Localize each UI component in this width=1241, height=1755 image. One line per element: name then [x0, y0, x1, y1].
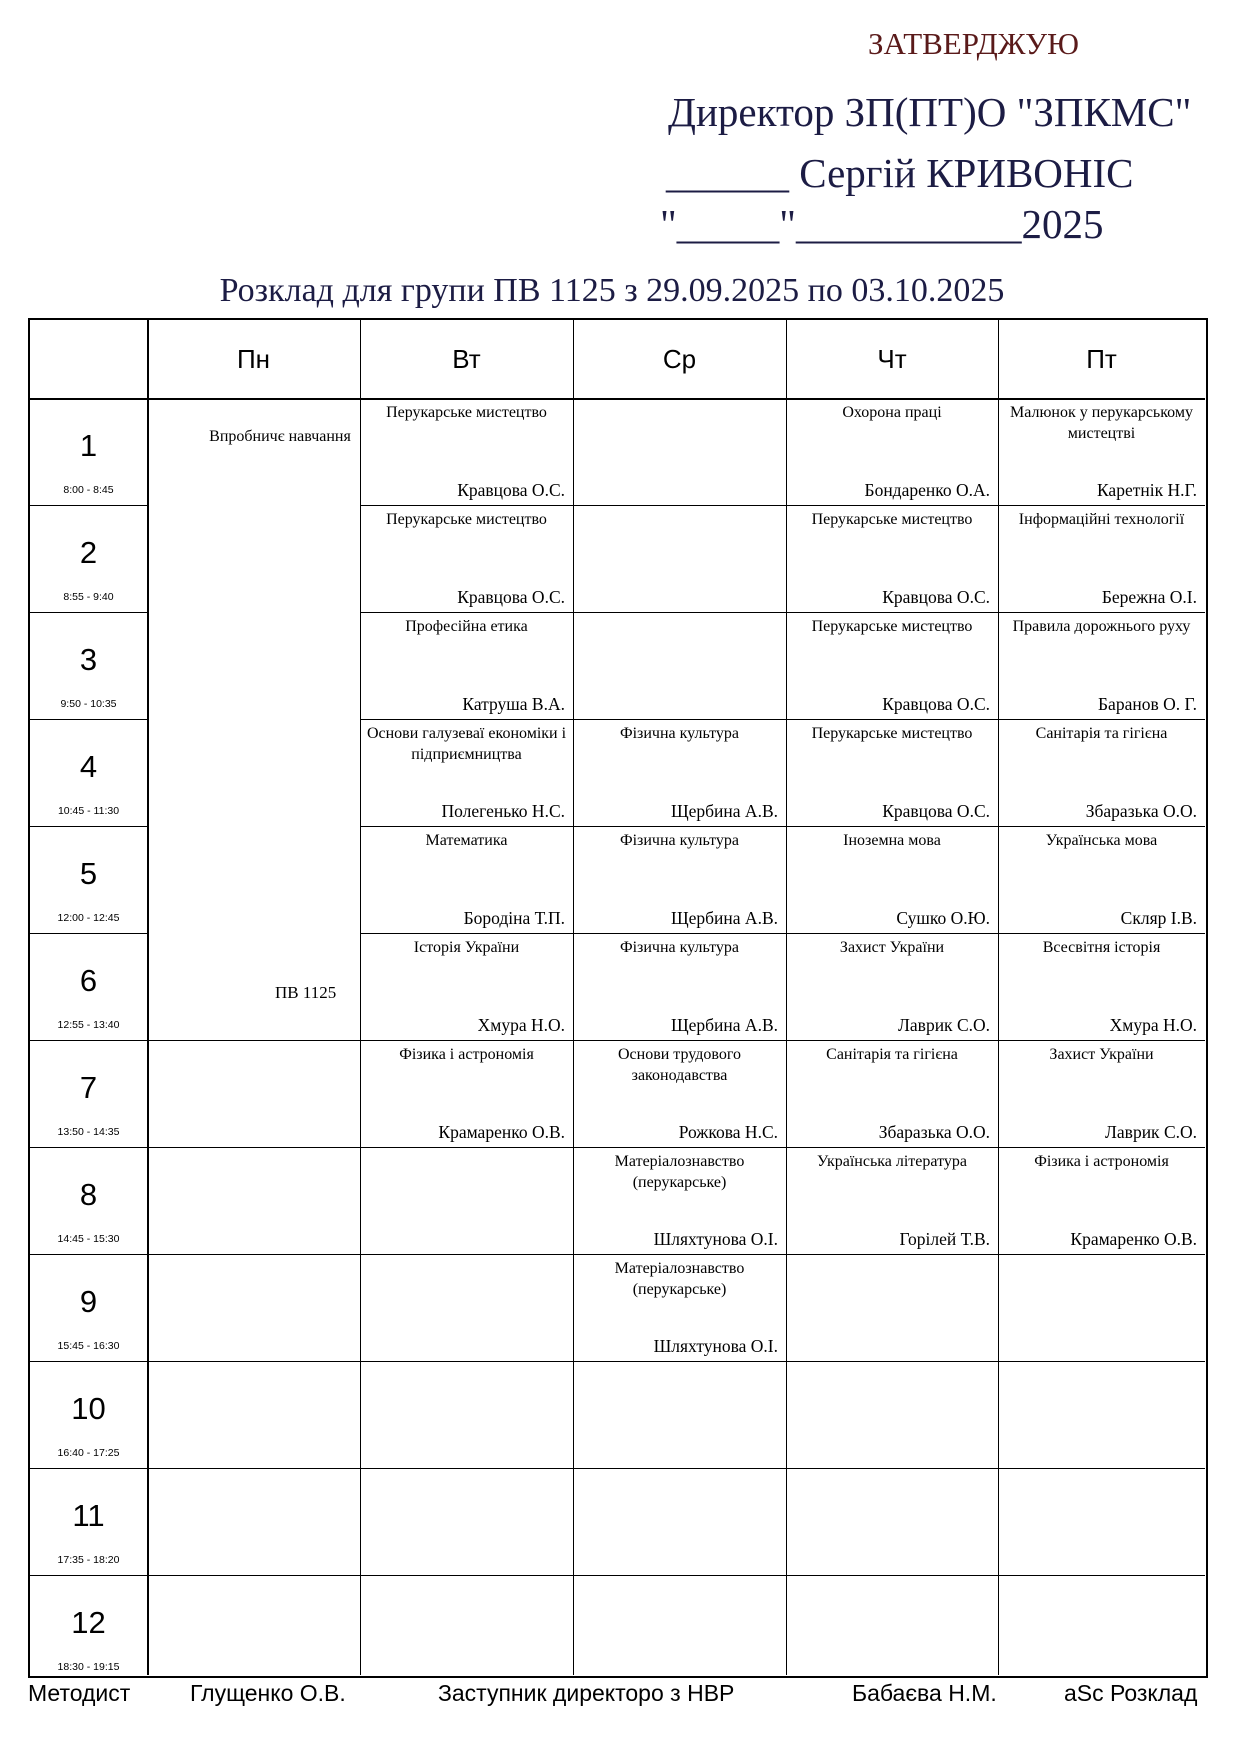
- lesson-subject: Історія України: [413, 939, 520, 956]
- deputy-label: Заступник директоро з НВР: [438, 1680, 735, 1706]
- lesson-cell: [573, 719, 786, 826]
- period-number: 7: [79, 1070, 98, 1105]
- lesson-teacher: Хмура Н.О.: [477, 1015, 565, 1035]
- lesson-teacher: Катруша В.А.: [462, 694, 565, 714]
- period-number: 4: [79, 749, 98, 784]
- lesson-cell: [998, 612, 1205, 719]
- period-time: 17:35 - 18:20: [57, 1554, 120, 1566]
- lesson-teacher: Каретнік Н.Г.: [1096, 480, 1197, 500]
- period-number: 1: [79, 428, 98, 463]
- lesson-subject: Фізична культура: [619, 939, 740, 956]
- grid-line: [147, 1040, 360, 1041]
- lesson-subject: Охорона праці: [842, 404, 942, 421]
- lesson-teacher: Кравцова О.С.: [882, 587, 990, 607]
- lesson-subject: Фізична культура: [619, 725, 740, 742]
- period-cell: [30, 1575, 147, 1682]
- lesson-cell: [786, 612, 998, 719]
- period-cell: [30, 1147, 147, 1254]
- lesson-subject: Основи трудового законодавства: [617, 1046, 742, 1084]
- lesson-teacher: Лаврик С.О.: [898, 1015, 990, 1035]
- approval-date-line: "_____"___________2025: [660, 201, 1104, 247]
- lesson-subject: Перукарське мистецтво: [386, 511, 547, 528]
- lesson-cell: [573, 1040, 786, 1147]
- lesson-cell: [360, 398, 573, 505]
- lesson-teacher: Кравцова О.С.: [882, 694, 990, 714]
- lesson-subject: Всесвітня історія: [1042, 939, 1161, 956]
- lesson-subject: Перукарське мистецтво: [386, 404, 547, 421]
- period-cell: [30, 612, 147, 719]
- lesson-teacher: Бондаренко О.А.: [864, 480, 990, 500]
- lesson-subject: Санітарія та гігієна: [826, 1046, 958, 1063]
- lesson-cell: [786, 398, 998, 505]
- lesson-teacher: Кравцова О.С.: [457, 587, 565, 607]
- period-number: 11: [72, 1498, 105, 1533]
- lesson-teacher: Горілей Т.В.: [899, 1229, 990, 1249]
- day-header-5: Пт: [1086, 343, 1117, 374]
- period-number: 10: [71, 1391, 106, 1426]
- lesson-subject: Математика: [425, 832, 508, 849]
- lesson-teacher: Скляр І.В.: [1120, 908, 1197, 928]
- lesson-cell: [998, 1147, 1205, 1254]
- lesson-subject: Захист України: [839, 939, 945, 956]
- lesson-teacher: Щербина А.В.: [670, 801, 778, 821]
- lesson-cell: [573, 1254, 786, 1361]
- period-time: 16:40 - 17:25: [57, 1447, 120, 1459]
- lesson-cell: [573, 1147, 786, 1254]
- lesson-teacher: Полегенько Н.С.: [441, 801, 565, 821]
- lesson-teacher: Збаразька О.О.: [878, 1122, 990, 1142]
- lesson-teacher: Шляхтунова О.І.: [653, 1336, 778, 1356]
- lesson-cell: [573, 933, 786, 1040]
- period-cell: [30, 505, 147, 612]
- lesson-teacher: Збаразька О.О.: [1085, 801, 1197, 821]
- lesson-cell: [998, 826, 1205, 933]
- lesson-cell: [786, 933, 998, 1040]
- grid-line: [147, 320, 149, 1675]
- lesson-subject: Правила дорожнього руху: [1012, 618, 1191, 635]
- period-time: 8:00 - 8:45: [63, 484, 114, 496]
- lesson-cell: [998, 933, 1205, 1040]
- period-time: 8:55 - 9:40: [63, 591, 114, 603]
- lesson-teacher: Кравцова О.С.: [882, 801, 990, 821]
- lesson-subject: Фізика і астрономія: [399, 1046, 534, 1063]
- day-header-1: Пн: [236, 343, 271, 374]
- period-cell: [30, 933, 147, 1040]
- day-header-4: Чт: [877, 343, 907, 374]
- lesson-cell: [360, 612, 573, 719]
- period-cell: [30, 1361, 147, 1468]
- lesson-teacher: Лаврик С.О.: [1105, 1122, 1197, 1142]
- director-title: Директор ЗП(ПТ)О "ЗПКМС": [668, 89, 1192, 135]
- lesson-cell: [573, 826, 786, 933]
- day-header-2: Вт: [452, 343, 481, 374]
- grid-line: [147, 1254, 360, 1255]
- period-cell: [30, 826, 147, 933]
- period-number: 2: [79, 535, 98, 570]
- methodist-name: Глущенко О.В.: [190, 1680, 346, 1706]
- lesson-subject: Інформаційні технології: [1018, 511, 1185, 528]
- director-signature-line: ______ Сергій КРИВОНІС: [666, 150, 1134, 196]
- grid-line: [360, 1468, 1205, 1469]
- lesson-cell: [360, 826, 573, 933]
- lesson-subject: Захист України: [1049, 1046, 1154, 1063]
- lesson-subject: Професійна етика: [405, 618, 528, 635]
- timetable: [28, 318, 1208, 1678]
- lesson-teacher: Баранов О. Г.: [1098, 694, 1197, 714]
- lesson-cell: [360, 719, 573, 826]
- lesson-teacher: Бережна О.І.: [1101, 587, 1197, 607]
- lesson-teacher: Кравцова О.С.: [457, 480, 565, 500]
- lesson-subject: Українська література: [817, 1153, 967, 1170]
- period-cell: [30, 719, 147, 826]
- lesson-subject: Українська мова: [1045, 832, 1158, 849]
- lesson-subject: Перукарське мистецтво: [811, 725, 973, 742]
- period-number: 5: [79, 856, 98, 891]
- practice-group: ПВ 1125: [275, 983, 337, 1002]
- methodist-label: Методист: [28, 1680, 131, 1706]
- practice-subject: Впробничє навчання: [209, 428, 351, 445]
- lesson-teacher: Крамаренко О.В.: [438, 1122, 565, 1142]
- lesson-subject: Фізична культура: [619, 832, 740, 849]
- period-number: 8: [79, 1177, 98, 1212]
- lesson-subject: Малюнок у перукарському мистецтві: [1009, 404, 1193, 442]
- lesson-teacher: Щербина А.В.: [670, 1015, 778, 1035]
- period-number: 3: [79, 642, 98, 677]
- period-time: 15:45 - 16:30: [57, 1340, 120, 1352]
- lesson-subject: Матеріалознавство (перукарське): [614, 1260, 745, 1298]
- lesson-cell: [786, 719, 998, 826]
- lesson-teacher: Крамаренко О.В.: [1070, 1229, 1197, 1249]
- page-title: Розклад для групи ПВ 1125 з 29.09.2025 по 03.10.2025: [219, 272, 1005, 309]
- period-cell: [30, 1254, 147, 1361]
- lesson-cell: [786, 505, 998, 612]
- lesson-teacher: Сушко О.Ю.: [896, 908, 990, 928]
- grid-line: [360, 1575, 1205, 1576]
- software-credit: aSc Розклад: [1064, 1680, 1198, 1706]
- period-time: 14:45 - 15:30: [57, 1233, 120, 1245]
- period-time: 12:55 - 13:40: [57, 1019, 120, 1031]
- lesson-cell: [360, 1040, 573, 1147]
- period-number: 6: [79, 963, 98, 998]
- period-time: 10:45 - 11:30: [57, 805, 120, 817]
- period-time: 13:50 - 14:35: [57, 1126, 120, 1138]
- lesson-cell: [998, 1040, 1205, 1147]
- lesson-cell: [998, 505, 1205, 612]
- grid-line: [147, 1147, 360, 1148]
- lesson-cell: [998, 398, 1205, 505]
- lesson-subject: Матеріалознавство (перукарське): [614, 1153, 745, 1191]
- deputy-name: Бабаєва Н.М.: [852, 1680, 997, 1706]
- grid-line: [147, 1468, 360, 1469]
- grid-line: [147, 1575, 360, 1576]
- grid-line: [147, 1361, 360, 1362]
- lesson-teacher: Шляхтунова О.І.: [653, 1229, 778, 1249]
- period-time: 9:50 - 10:35: [60, 698, 117, 710]
- lesson-cell: [786, 1040, 998, 1147]
- lesson-cell: [360, 933, 573, 1040]
- grid-line: [360, 1361, 1205, 1362]
- period-number: 12: [71, 1605, 106, 1640]
- lesson-cell: [786, 826, 998, 933]
- lesson-teacher: Хмура Н.О.: [1109, 1015, 1197, 1035]
- lesson-teacher: Щербина А.В.: [670, 908, 778, 928]
- period-time: 12:00 - 12:45: [57, 912, 120, 924]
- period-time: 18:30 - 19:15: [57, 1661, 120, 1673]
- lesson-subject: Перукарське мистецтво: [811, 618, 973, 635]
- period-cell: [30, 1040, 147, 1147]
- period-cell: [30, 398, 147, 505]
- lesson-cell: [360, 505, 573, 612]
- day-header-3: Ср: [662, 343, 697, 374]
- lesson-cell: [998, 719, 1205, 826]
- lesson-subject: Основи галузеваї економіки і підприємництва: [366, 725, 567, 763]
- lesson-subject: Перукарське мистецтво: [811, 511, 973, 528]
- lesson-cell: [786, 1147, 998, 1254]
- lesson-subject: Іноземна мова: [843, 832, 941, 849]
- lesson-teacher: Бородіна Т.П.: [463, 908, 565, 928]
- lesson-subject: Санітарія та гігієна: [1035, 725, 1168, 742]
- period-number: 9: [79, 1284, 98, 1319]
- lesson-subject: Фізика і астрономія: [1034, 1153, 1169, 1170]
- lesson-teacher: Рожкова Н.С.: [678, 1122, 778, 1142]
- period-cell: [30, 1468, 147, 1575]
- approval-label: ЗАТВЕРДЖУЮ: [868, 26, 1079, 61]
